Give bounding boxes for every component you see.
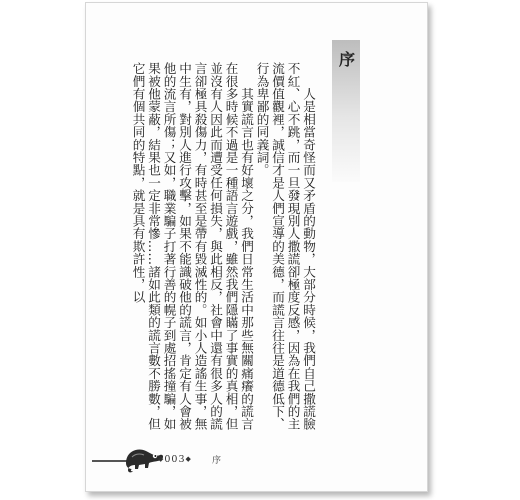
page-number: [158, 454, 192, 465]
page-number-text: 003: [164, 454, 186, 465]
body-text: [130, 62, 316, 432]
running-head: 序: [212, 456, 222, 466]
paragraph: 其實謊言也有好壞之分，我們日常生活中那些無關痛癢的謊言在很多時候不過是一種語言遊戲，雖然我們隱瞞了事實的真相，但並沒有人因此而遭受任何損失，與此相反，社會中還有很多人的謊言卻極具殺傷力，有時甚至是帶有毀滅性的。如小人造謠生事，無中生有，對別人進行攻擊，如果不能識破他的謊言，肯定有人會被他的流言所傷；又如，職業騙子打著行善的幌子到處招搖撞騙，如果被他蒙蔽，結果也一定非常慘……諸如此類的謊言數不勝數，但它們有個共同的特點，就是具有欺許性，以: [130, 62, 254, 431]
chapter-title: 序: [338, 50, 355, 69]
paragraph: 人是相當奇怪而又矛盾的動物，大部分時候，我們自己撒謊臉不紅、心不跳，而一旦發現別人撒謊卻極度反感，因為在我們的主流價值觀裡，誠信才是人們宣導的美德，而謊言往往是道德低下、行為卑鄙的同義詞。: [254, 62, 316, 431]
diamond-icon: ◆: [158, 455, 165, 463]
diamond-icon: ◆: [185, 455, 192, 463]
